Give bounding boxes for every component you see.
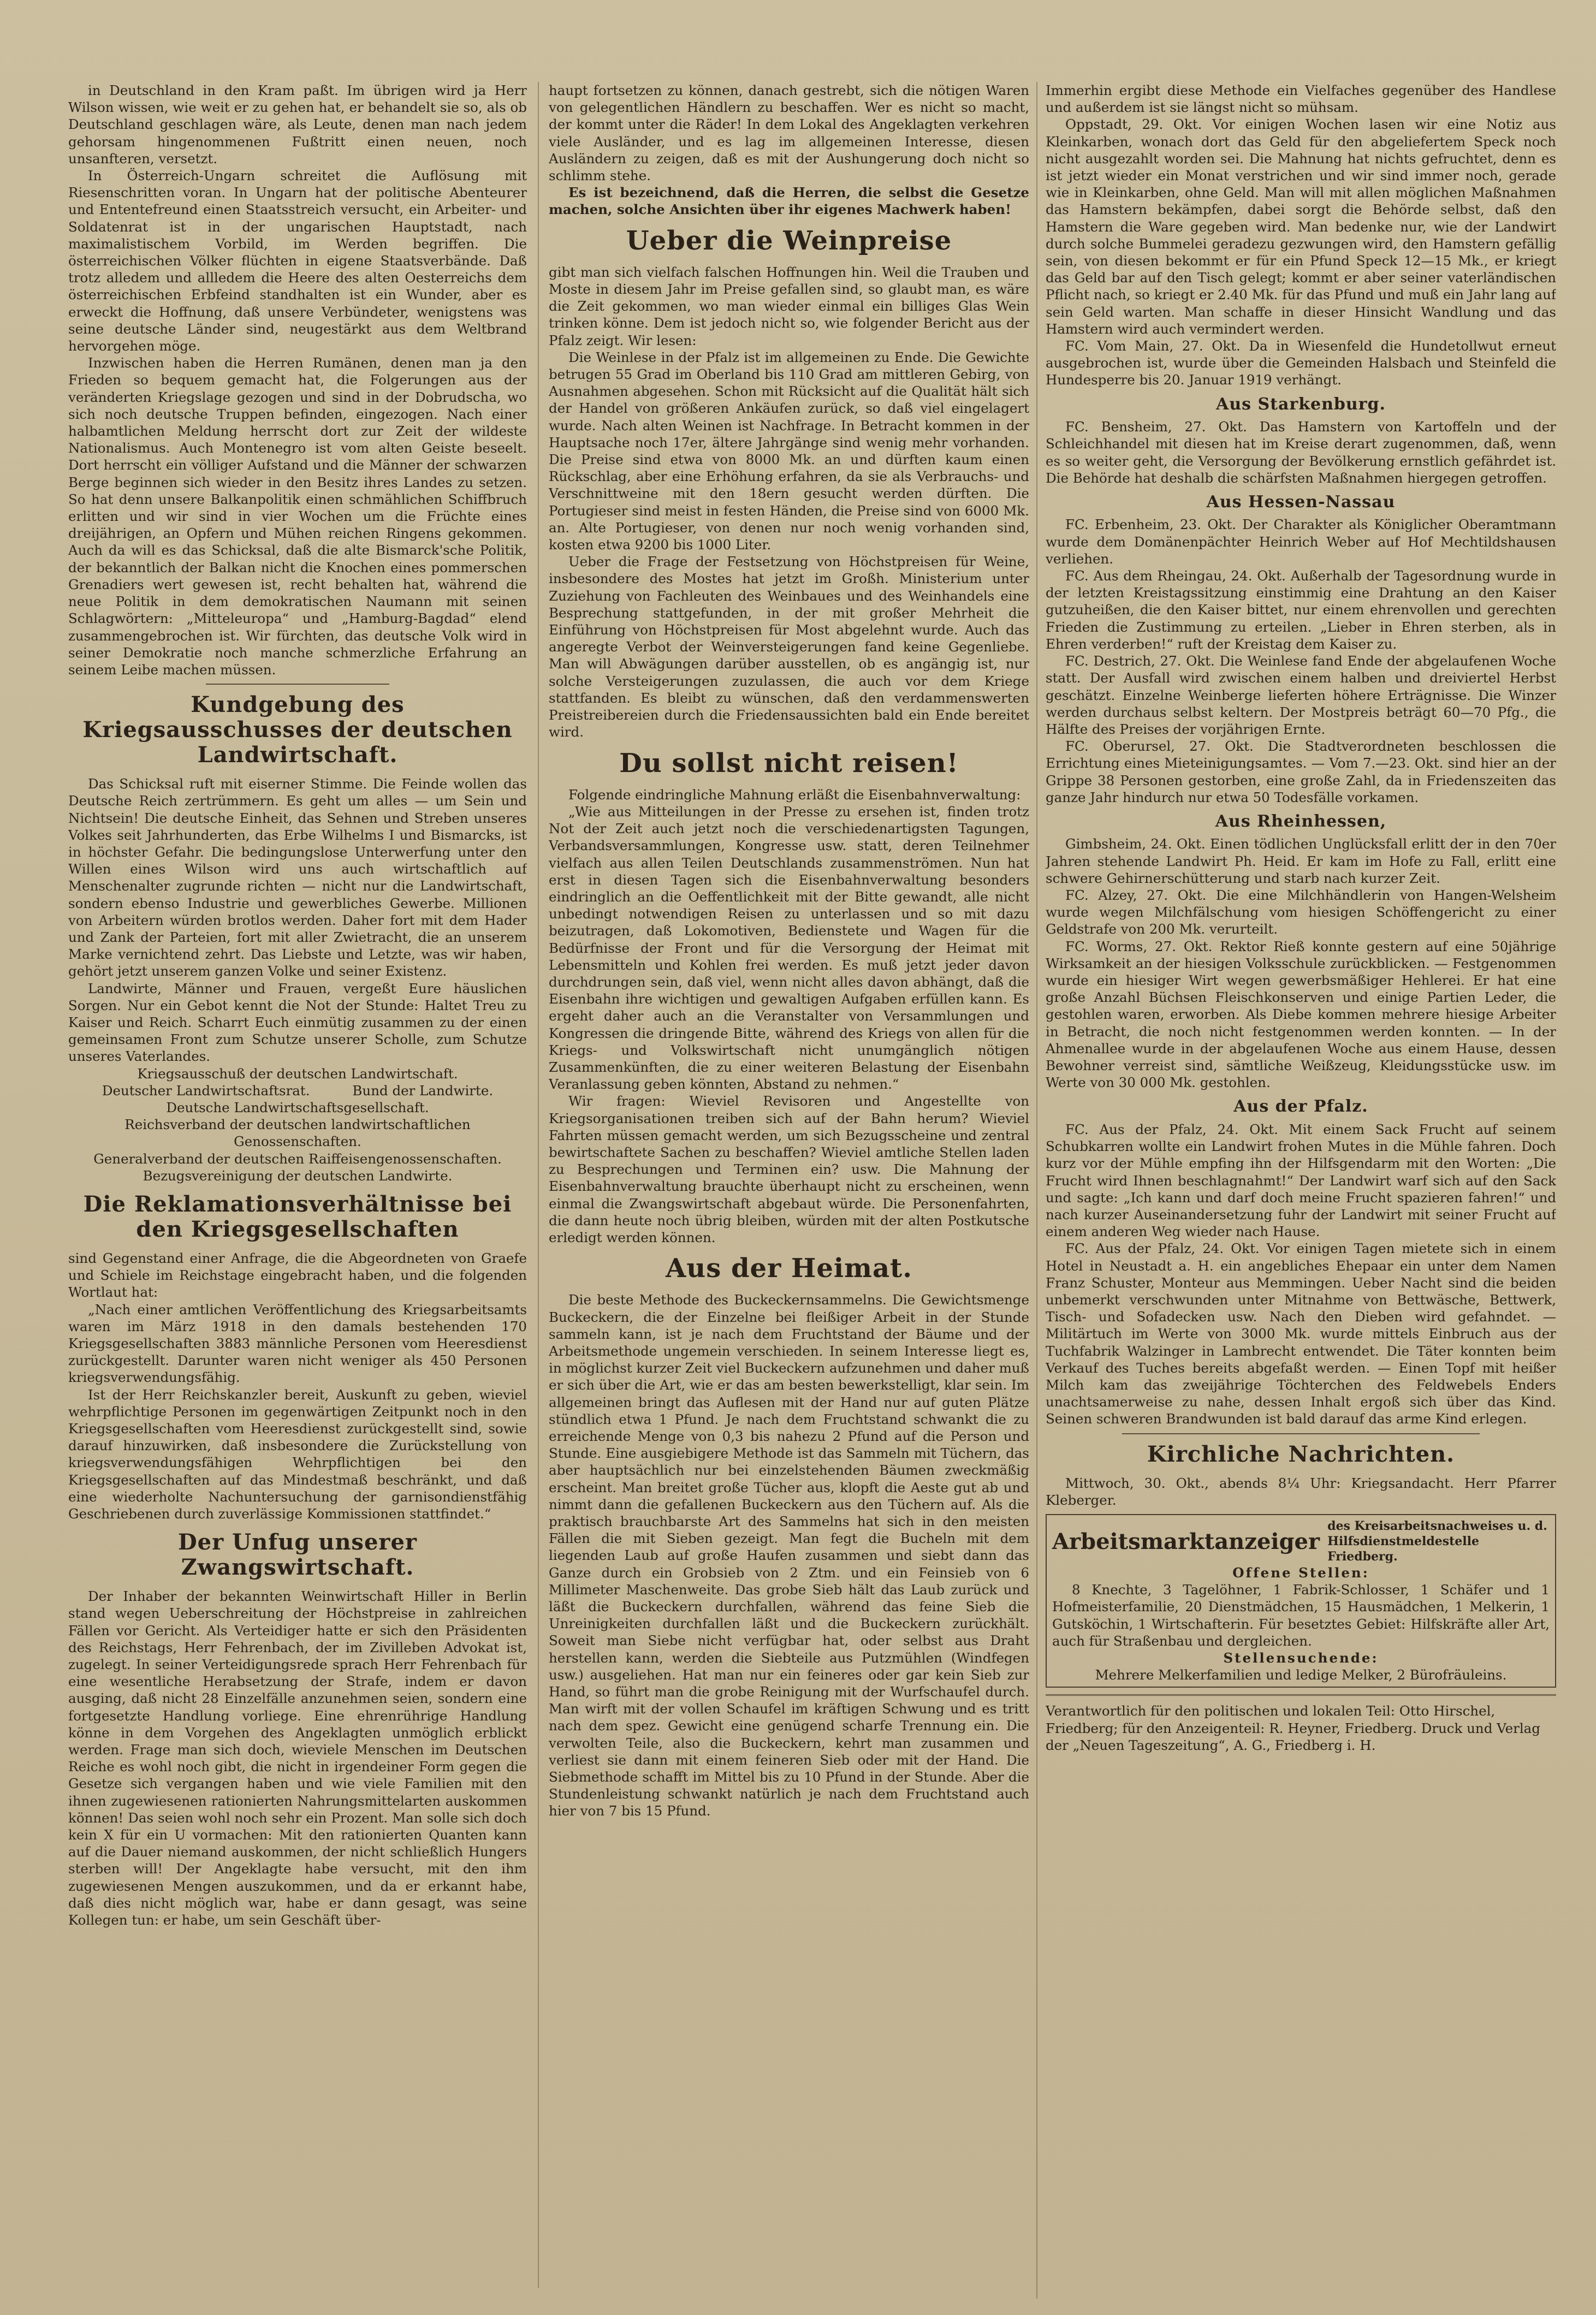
- article-paragraph: Die beste Methode des Buckeckernsammelns. Die Gewichtsmenge Buckeckern, die der Einzelne bei fleißiger Arbeit in der Stunde sammeln kann, ist je nach dem Fruchtstand der Bäume und der Arbeitsmethode ungemein verschieden. In seinem Interesse liegt es, in möglichst kurzer Zeit viel Buckeckern aufzunehmen und daher muß er sich über die Art, wie er das am besten bewerkstelligt, klar sein. Im allgemeinen bringt das Auflesen mit der Hand nur auf guten Plätze stündlich etwa 1 Pfund. Je nach dem Fruchtstand schwankt die zu erreichende Menge von 0,3 bis nahezu 2 Pfund auf die Person und Stunde. Eine ausgiebigere Methode ist das Sammeln mit Tüchern, das aber hauptsächlich nur bei einzelstehenden Bäumen zweckmäßig erscheint. Man breitet große Tücher aus, klopft die Aeste gut ab und nimmt dann die gefallenen Buckeckern aus den Tüchern auf. Als die praktisch brauchbarste Art des Sammelns hat sich in den meisten Fällen die mit Sieben gezeigt. Man fegt die Bucheln mit dem liegenden Laub auf große Haufen zusammen und siebt dann das Ganze durch ein Grobsieb von 2 Ztm. und ein Feinsieb von 6 Millimeter Maschenweite. Das grobe Sieb hält das Laub zurück und läßt die Buckeckern durchfallen, während das feine Sieb die Unreinigkeiten durchfallen läßt und die Buckeckern zurückhält. Soweit man Siebe nicht verfügbar hat, oder selbst aus Draht herstellen kann, werden die Siebteile aus Putzmühlen (Windfegen usw.) ausgeliehen. Hat man nur ein feineres oder gar kein Sieb zur Hand, so führt man die grobe Reinigung mit der Wurfschaufel durch. Man wirft mit der vollen Schaufel im kräftigen Schwung und es tritt nach dem spez. Gewicht eine genügend scharfe Trennung ein. Die verwolten Teile, also die Buckeckern, kehrt man zusammen und verliest sie dann mit einem feineren Sieb oder mit der Hand. Die Siebmethode schafft im Mittel bis zu 10 Pfund in der Stunde. Aber die Stundenleistung schwankt natürlich je nach dem Fruchtstand auch hier von 7 bis 15 Pfund.: [549, 1292, 1029, 1819]
- column-2: [549, 82, 1029, 2244]
- open-positions-text: 8 Knechte, 3 Tagelöhner, 1 Fabrik-Schlosser, 1 Schäfer und 1 Hofmeisterfamilie, 20 Dienstmädchen, 15 Hausmädchen, 1 Melkerin, 1 Gutsköchin, 1 Wirtschafterin. Für besetztes Gebiet: Hilfskräfte aller Art, auch für Straßenbau und dergleichen.: [1052, 1582, 1550, 1649]
- column-divider: [538, 82, 539, 2288]
- article-paragraph: Wir fragen: Wieviel Revisoren und Angestellte von Kriegsorganisationen treiben sich auf der Bahn herum? Wieviel Fahrten müssen gemacht werden, um sich Bezugsscheine und zentral bewirtschaftete Sachen zu beschaffen? Wieviel amtliche Stellen laden zu Besprechungen und Terminen ein? usw. Die Mahnung der Eisenbahnverwaltung brauchte überhaupt nicht zu erscheinen, wenn einmal die Zwangswirtschaft abgebaut würde. Die Personenfahrten, die dann heute noch übrig bleiben, würden mit der alten Postkutsche erledigt werden können.: [549, 1093, 1029, 1245]
- news-item: FC. Bensheim, 27. Okt. Das Hamstern von Kartoffeln und der Schleichhandel mit diesen hat im Kreise derart zugenommen, daß, wenn es so weiter geht, die Versorgung der Bevölkerung ernstlich gefährdet ist. Die Behörde hat deshalb die schärfsten Maßnahmen hiergegen getroffen.: [1046, 419, 1556, 486]
- article-paragraph: Oppstadt, 29. Okt. Vor einigen Wochen lasen wir eine Notiz aus Kleinkarben, wonach dort das Geld für den abgeliefertem Speck noch nicht ausgezahlt worden sei. Die Mahnung hat nichts gefruchtet, denn es ist jetzt wieder ein Monat verstrichen und wir sind immer noch, gerade wie in Kleinkarben, ohne Geld. Man will mit allen möglichen Maßnahmen das Hamstern bekämpfen, dabei sorgt die Behörde selbst, daß den Hamstern die Ware gegeben wird. Man bedenke nur, wie der Landwirt durch solche Bummelei geradezu gezwungen wird, den Hamstern gefällig sein, von diesen bekommt er für ein Pfund Speck 12—15 Mk., er kriegt das Geld bar auf den Tisch gelegt; kommt er aber seiner vaterländischen Pflicht nach, so kriegt er 2.40 Mk. für das Pfund und muß ein Jahr lang auf sein Geld warten. Man schaffe in dieser Hinsicht Wandlung und das Hamstern wird auch vermindert werden.: [1046, 116, 1556, 337]
- article-paragraph: Der Inhaber der bekannten Weinwirtschaft Hiller in Berlin stand wegen Ueberschreitung der Höchstpreise in zahlreichen Fällen vor Gericht. Als Verteidiger hatte er sich den Präsidenten des Reichstags, Herr Fehrenbach, der im Zivilleben Advokat ist, zugelegt. In seiner Verteidigungsrede sprach Herr Fehrenbach für eine wesentliche Herabsetzung der Strafe, indem er davon ausging, daß nicht 28 Einzelfälle anzunehmen seien, sondern eine fortgesetzte Handlung vorliege. Eine ehrenrührige Handlung könne in dem Vorgehen des Angeklagten unmöglich erblickt werden. Frage man sich doch, wieviele Menschen im Deutschen Reiche es wohl noch gibt, die nicht in irgendeiner Form gegen die Gesetze sich vergangen haben und wie viele Familien mit den ihnen zugewiesenen rationierten Nahrungsmittelarten auskommen können! Das seien wohl noch sehr ein Prozent. Man solle sich doch kein X für ein U vormachen: Mit den rationierten Quanten kann auf die Dauer niemand auskommen, der nicht schließlich Hungers sterben will! Der Angeklagte habe versucht, mit den ihm zugewiesenen Mengen auszukommen, und da er erkannt habe, daß dies nicht möglich war, habe er dann gesagt, was seine Kollegen tun: er habe, um sein Geschäft über-: [68, 1588, 527, 1928]
- headline-kirchliche-nachrichten: Kirchliche Nachrichten.: [1147, 1441, 1455, 1467]
- imprint-divider: [1046, 1694, 1556, 1696]
- news-item: FC. Erbenheim, 23. Okt. Der Charakter als Königlicher Oberamtmann wurde dem Domänenpächter Heinrich Weber auf Hof Mechtildshausen verliehen.: [1046, 517, 1556, 567]
- headline-heimat: Aus der Heimat.: [666, 1253, 912, 1284]
- imprint-text: Verantwortlich für den politischen und lokalen Teil: Otto Hirschel, Friedberg; für den Anzeigenteil: R. Heyner, Friedberg. Druck und Verlag der „Neuen Tageszeitung“, A. G., Friedberg i. H.: [1046, 1703, 1540, 1753]
- article-paragraph: „Wie aus Mitteilungen in der Presse zu ersehen ist, finden trotz Not der Zeit auch jetzt noch die verschiedenartigsten Tagungen, Verbandsversammlungen, Kongresse usw. statt, deren Teilnehmer vielfach aus allen Teilen Deutschlands zusammenströmen. Nun hat erst in diesen Tagen sich die Eisenbahnverwaltung besonders eindringlich an die Oeffentlichkeit mit der Bitte gewandt, alle nicht unbedingt notwendigen Reisen zu unterlassen und so mit dazu beizutragen, daß Lokomotiven, Bedienstete und Wagen für die Bedürfnisse der Front und für die Versorgung der Heimat mit Lebensmitteln und Kohlen frei werden. Es muß jetzt jeder davon durchdrungen sein, daß viel, wenn nicht alles davon abhängt, daß die Eisenbahn ihre wichtigen und gewaltigen Aufgaben erfüllen kann. Es ergeht daher auch an die Veranstalter von Versammlungen und Kongressen die dringende Bitte, während des Kriegs von allen für die Kriegs- und Volkswirtschaft nicht unumgänglich nötigen Zusammenkünften, die zu einer weiteren Belastung der Eisenbahn Veranlassung geben könnten, Abstand zu nehmen.“: [549, 803, 1029, 1093]
- article-paragraph: sind Gegenstand einer Anfrage, die die Abgeordneten von Graefe und Schiele im Reichstage eingebracht haben, und die folgenden Wortlaut hat:: [68, 1250, 527, 1301]
- signature-line: Deutscher Landwirtschaftsrat. Bund der Landwirte.: [102, 1082, 494, 1099]
- news-item: FC. Alzey, 27. Okt. Die eine Milchhändlerin von Hangen-Welsheim wurde wegen Milchfälschung vom hiesigen Schöffengericht zu einer Geldstrafe von 200 Mk. verurteilt.: [1046, 887, 1556, 937]
- signature-line: Kriegsausschuß der deutschen Landwirtschaft.: [137, 1065, 458, 1082]
- section-heading-hessen-nassau: Aus Hessen-Nassau: [1206, 492, 1396, 512]
- headline-zwangswirtschaft: Der Unfug unserer Zwangswirtschaft.: [177, 1529, 417, 1581]
- signature-line: Deutsche Landwirtschaftsgesellschaft.: [166, 1099, 429, 1115]
- section-divider: [206, 684, 389, 685]
- article-paragraph: Immerhin ergibt diese Methode ein Vielfaches gegenüber des Handlese und außerdem ist sie längst nicht so mühsam.: [1046, 82, 1556, 116]
- column-1: [68, 82, 527, 2288]
- job-seekers-text: Mehrere Melkerfamilien und ledige Melker, 2 Bürofräuleins.: [1095, 1667, 1507, 1683]
- article-paragraph: Die Weinlese in der Pfalz ist im allgemeinen zu Ende. Die Gewichte betrugen 55 Grad im Oberland bis 110 Grad am mittleren Gebirg, von Ausnahmen abgesehen. Schon mit Rücksicht auf die Qualität hält sich der Handel von größeren Ankäufen zurück, so daß viel eingelagert wurde. Nach alten Weinen ist Nachfrage. In Betracht kommen in der Hauptsache noch 17er, ältere Jahrgänge sind wenig mehr vorhanden. Die Preise sind etwa von 8000 Mk. an und dürften kaum einen Rückschlag, aber eine Erhöhung erfahren, da sie als Verbrauchs- und Verschnittweine mit den 18ern gesucht werden dürften. Die Portugieser sind meist in festen Händen, die Preise sind von 6000 Mk. an. Alte Portugieser, von denen nur noch wenig vorhanden sind, kosten etwa 9200 bis 1000 Liter.: [549, 349, 1029, 553]
- job-seekers-label: Stellensuchende:: [1223, 1650, 1379, 1666]
- section-heading-pfalz: Aus der Pfalz.: [1233, 1097, 1368, 1117]
- article-paragraph: gibt man sich vielfach falschen Hoffnungen hin. Weil die Trauben und Moste in diesem Jahr im Preise gefallen sind, so glaubt man, es wäre die Zeit gekommen, wo man wieder einmal ein billiges Glas Wein trinken könne. Dem ist jedoch nicht so, wie folgender Bericht aus der Pfalz zeigt. Wir lesen:: [549, 264, 1029, 348]
- section-heading-starkenburg: Aus Starkenburg.: [1216, 394, 1386, 414]
- news-item: FC. Aus der Pfalz, 24. Okt. Vor einigen Tagen mietete sich in einem Hotel in Neustadt a. H. ein angebliches Ehepaar ein unter dem Namen Franz Schuster, Monteur aus Memmingen. Ueber Nacht sind die beiden unbemerkt verschwunden unter Mitnahme von Bettwäsche, Bettwerk, Tisch- und Sofadecken usw. Nach den Dieben wird gefahndet. — Militärtuch im Werte von 3000 Mk. wurde mittels Einbruch aus der Tuchfabrik Walzinger in Lambrecht entwendet. Die Täter konnten beim Verkauf des Tuches bereits abgefaßt werden. — Einen Topf mit heißer Milch kam das zweijährige Töchterchen des Feldwebels Enders unachtsamerweise zu nahe, dessen Inhalt ergoß sich über das Kind. Seinen schweren Brandwunden ist bald darauf das arme Kind erlegen.: [1046, 1240, 1556, 1427]
- signature-line: Bezugsvereinigung der deutschen Landwirte.: [143, 1167, 453, 1184]
- column-3: [1046, 82, 1556, 2299]
- news-item: Gimbsheim, 24. Okt. Einen tödlichen Unglücksfall erlitt der in den 70er Jahren stehende Landwirt Ph. Heid. Er kam im Hofe zu Fall, erlitt eine schwere Gehirnerschütterung und starb nach kurzer Zeit.: [1046, 836, 1556, 886]
- headline-kundgebung: Kundgebung des Kriegsausschusses der deutschen Landwirtschaft.: [82, 692, 513, 768]
- signature-line: Generalverband der deutschen Raiffeisengenossenschaften.: [93, 1150, 502, 1167]
- headline-reklamation: Die Reklamationsverhältnisse bei den Kriegsgesellschaften: [83, 1191, 512, 1242]
- article-paragraph: In Österreich-Ungarn schreitet die Auflösung mit Riesenschritten voran. In Ungarn hat der politische Abenteurer und Ententefreund einen Staatsstreich versucht, ein Arbeiter- und Soldatenrat ist in der ungarischen Hauptstadt, nach maximalistischem Vorbild, im Werden begriffen. Die österreichischen Völker flüchten in eigene Staatsverbände. Daß trotz alledem und allledem die Heere des alten Oesterreichs dem österreichischen Erbfeind standhalten ist ein Wunder, aber es erweckt die Hoffnung, daß unsere Verbündeter, wenigstens was seine deutsche Länder sind, neugestärkt aus dem Weltbrand hervorgehen möge.: [68, 168, 527, 354]
- article-paragraph: Ist der Herr Reichskanzler bereit, Auskunft zu geben, wieviel wehrpflichtige Personen im gegenwärtigen Zeitpunkt noch in den Kriegsgesellschaften vom Heeresdienst zurückgestellt sind, sowie darauf hinzuwirken, daß insbesondere die Zurückstellung von kriegsverwendungsfähigen Wehrpflichtigen bei den Kriegsgesellschaften auf das Mindestmaß beschränkt, und daß eine wiederholte Nachuntersuchung der garnisondienstfähig Geschriebenen durch zuverlässige Kommissionen stattfindet.“: [68, 1386, 527, 1522]
- labour-market-box: [1046, 1514, 1556, 1688]
- labour-market-subtitle: des Kreisarbeitsnachweises u. d. Hilfsdienstmeldestelle Friedberg.: [1327, 1519, 1547, 1564]
- open-positions-label: Offene Stellen:: [1232, 1565, 1369, 1581]
- article-paragraph: „Nach einer amtlichen Veröffentlichung des Kriegsarbeitsamts waren im März 1918 in den damals bestehenden 170 Kriegsgesellschaften 3883 männliche Personen vom Heeresdienst zurückgestellt. Darunter waren nicht weniger als 450 Personen kriegsverwendungsfähig.: [68, 1301, 527, 1386]
- labour-market-header: [1052, 1518, 1550, 1564]
- church-notice: Mittwoch, 30. Okt., abends 8¼ Uhr: Kriegsandacht. Herr Pfarrer Kleberger.: [1046, 1475, 1556, 1508]
- article-paragraph: haupt fortsetzen zu können, danach gestrebt, sich die nötigen Waren von gelegentlichen Händlern zu beschaffen. Wer es nicht so macht, der kommt unter die Räder! In dem Lokal des Angeklagten verkehren viele Ausländer, und es lag im allgemeinen Interesse, diesen Ausländern zu zeigen, daß es mit der Aushungerung doch nicht so schlimm stehe.: [549, 82, 1029, 184]
- news-item: FC. Aus der Pfalz, 24. Okt. Mit einem Sack Frucht auf seinem Schubkarren wollte ein Landwirt frohen Mutes in die Mühle fahren. Doch kurz vor der Mühle empfing ihn der Hilfsgendarm mit den Worten: „Die Frucht wird Ihnen beschlagnahmt!“ Der Landwirt warf sich auf den Sack und sagte: „Ich kann und darf doch meine Frucht spazieren fahren!“ und nach kurzer Auseinandersetzung fuhr der Landwirt mit seiner Frucht auf einem anderen Weg wieder nach Hause.: [1046, 1121, 1556, 1240]
- article-paragraph: Es ist bezeichnend, daß die Herren, die selbst die Gesetze machen, solche Ansichten über ihr eigenes Machwerk haben!: [549, 185, 1029, 218]
- news-item: FC. Oberursel, 27. Okt. Die Stadtverordneten beschlossen die Errichtung eines Mieteinigungsamtes. — Vom 7.—23. Okt. sind hier an der Grippe 38 Personen gestorben, eine große Zahl, da in Friedenszeiten das ganze Jahr hindurch nur etwa 50 Todesfälle vorkamen.: [1046, 738, 1556, 805]
- news-item: FC. Aus dem Rheingau, 24. Okt. Außerhalb der Tagesordnung wurde in der letzten Kreistagssitzung einstimmig eine Drahtung an den Kaiser gutzuheißen, die den Kaiser bittet, nur einem ehrenvollen und gerechten Frieden die Zustimmung zu erteilen. „Lieber in Ehren sterben, als in Ehren verderben!“ ruft der Kreistag dem Kaiser zu.: [1046, 568, 1556, 652]
- article-paragraph: in Deutschland in den Kram paßt. Im übrigen wird ja Herr Wilson wissen, wie weit er zu gehen hat, er behandelt sie so, als ob Deutschland geschlagen wäre, als Leute, denen man nach jedem gehorsam hingenommenen Fußtritt einen neuen, noch unsanfteren, versetzt.: [68, 82, 527, 167]
- section-divider: [1122, 1433, 1480, 1434]
- section-heading-rheinhessen: Aus Rheinhessen,: [1215, 811, 1387, 831]
- article-paragraph: Landwirte, Männer und Frauen, vergeßt Eure häuslichen Sorgen. Nur ein Gebot kennt die Not der Stunde: Haltet Treu zu Kaiser und Reich. Scharrt Euch einmütig zusammen zu der einen gemeinsamen Front zum Schutze unserer Scholle, zum Schutze unseres Vaterlandes.: [68, 980, 527, 1065]
- news-item: FC. Worms, 27. Okt. Rektor Rieß konnte gestern auf eine 50jährige Wirksamkeit an der hiesigen Volksschule zurückblicken. — Festgenommen wurde ein hiesiger Wirt wegen gewerbsmäßiger Hehlerei. Er hat eine große Anzahl Büchsen Fleischkonserven und einige Partien Leder, die gestohlen waren, erworben. Als Diebe kommen mehrere hiesige Arbeiter in Betracht, die noch nicht festgenommen werden konnten. — In der Ahmenallee wurde in der abgelaufenen Woche aus einem Hause, dessen Bewohner verreist sind, sämtliche Weißzeug, Kleidungsstücke usw. im Werte von 30 000 Mk. gestohlen.: [1046, 938, 1556, 1091]
- article-paragraph: FC. Vom Main, 27. Okt. Da in Wiesenfeld die Hundetollwut erneut ausgebrochen ist, wurde über die Gemeinden Halsbach und Steinfeld die Hundesperre bis 20. Januar 1919 verhängt.: [1046, 338, 1556, 388]
- news-item: FC. Destrich, 27. Okt. Die Weinlese fand Ende der abgelaufenen Woche statt. Der Ausfall wird zwischen einem halben und dreiviertel Herbst geschätzt. Einzelne Weinberge lieferten höhere Erträgnisse. Die Winzer werden durchaus selbst keltern. Der Mostpreis beträgt 60—70 Pfg., die Hälfte des Preises der vorjährigen Ernte.: [1046, 653, 1556, 737]
- article-paragraph: Ueber die Frage der Festsetzung von Höchstpreisen für Weine, insbesondere des Mostes hat jetzt im Großh. Ministerium unter Zuziehung von Fachleuten des Weinbaues und des Weinhandels eine Besprechung stattgefunden, in der mit großer Mehrheit die Einführung von Höchstpreisen für Most abgelehnt wurde. Auch das angeregte Verbot der Weinversteigerungen fand keine Gegenliebe. Man will Abwägungen darüber ausstellen, ob es angängig ist, nur solche Versteigerungen zuzulassen, die auch vor dem Kriege stattfanden. Es bleibt zu wünschen, daß den verdammenswerten Preistreibereien durch die Friedensaussichten bald ein Ende bereitet wird.: [549, 554, 1029, 740]
- article-paragraph: Inzwischen haben die Herren Rumänen, denen man ja den Frieden so bequem gemacht hat, die Folgerungen aus der veränderten Kriegslage gezogen und sind in der Dobrudscha, wo sich noch deutsche Truppen befinden, eingezogen. Nach einer halbamtlichen Meldung herrscht dort zur Zeit der wildeste Nationalismus. Auch Montenegro ist vom alten Geiste beseelt. Dort herrscht ein völliger Aufstand und die Männer der schwarzen Berge beginnen sich wieder in den Besitz ihres Landes zu setzen. So hat denn unsere Balkanpolitik einen schmählichen Schiffbruch erlitten und wir sind in vier Wochen um die Früchte eines dreijährigen, an Opfern und Mühen reichen Ringens gekommen. Auch da will es das Schicksal, daß die alte Bismarck'sche Politik, der bekanntlich der Balkan nicht die Knochen eines pommerschen Grenadiers wert gewesen ist, recht behalten hat, während die neue Politik in dem demokratischen Naumann mit seinen Schlagwörtern: „Mitteleuropa“ und „Hamburg-Bagdad“ elend zusammengebrochen ist. Wir fürchten, das deutsche Volk wird in seiner Demokratie noch manche schmerzliche Erfahrung an seinem Leibe machen müssen.: [68, 355, 527, 678]
- article-paragraph: Folgende eindringliche Mahnung erläßt die Eisenbahnverwaltung:: [568, 786, 1021, 803]
- headline-weinpreise: Ueber die Weinpreise: [626, 225, 952, 256]
- signature-line: Reichsverband der deutschen landwirtschaftlichen Genossenschaften.: [124, 1117, 471, 1150]
- article-paragraph: Das Schicksal ruft mit eiserner Stimme. Die Feinde wollen das Deutsche Reich zertrümmern. Es geht um alles — um Sein und Nichtsein! Die deutsche Einheit, das Sehnen und Streben unseres Volkes seit Jahrhunderten, das Erbe Wilhelms I und Bismarcks, ist in höchster Gefahr. Die bedingungslose Unterwerfung unter den Willen eines Wilson wird uns auch wirtschaftlich auf Menschenalter zugrunde richten — nicht nur die Landwirtschaft, sondern ebenso Industrie und gewerbliches Gewerbe. Millionen von Arbeitern würden brotlos werden. Daher fort mit dem Hader und Zank der Parteien, fort mit aller Zwietracht, die an unserem Marke vernichtend zehrt. Das Liebste und Letzte, was wir haben, gehört jetzt unserem ganzen Volke und seiner Existenz.: [68, 776, 527, 980]
- headline-reisen: Du sollst nicht reisen!: [619, 747, 959, 779]
- labour-market-title: Arbeitsmarktanzeiger: [1052, 1528, 1320, 1554]
- column-divider: [1036, 82, 1037, 2299]
